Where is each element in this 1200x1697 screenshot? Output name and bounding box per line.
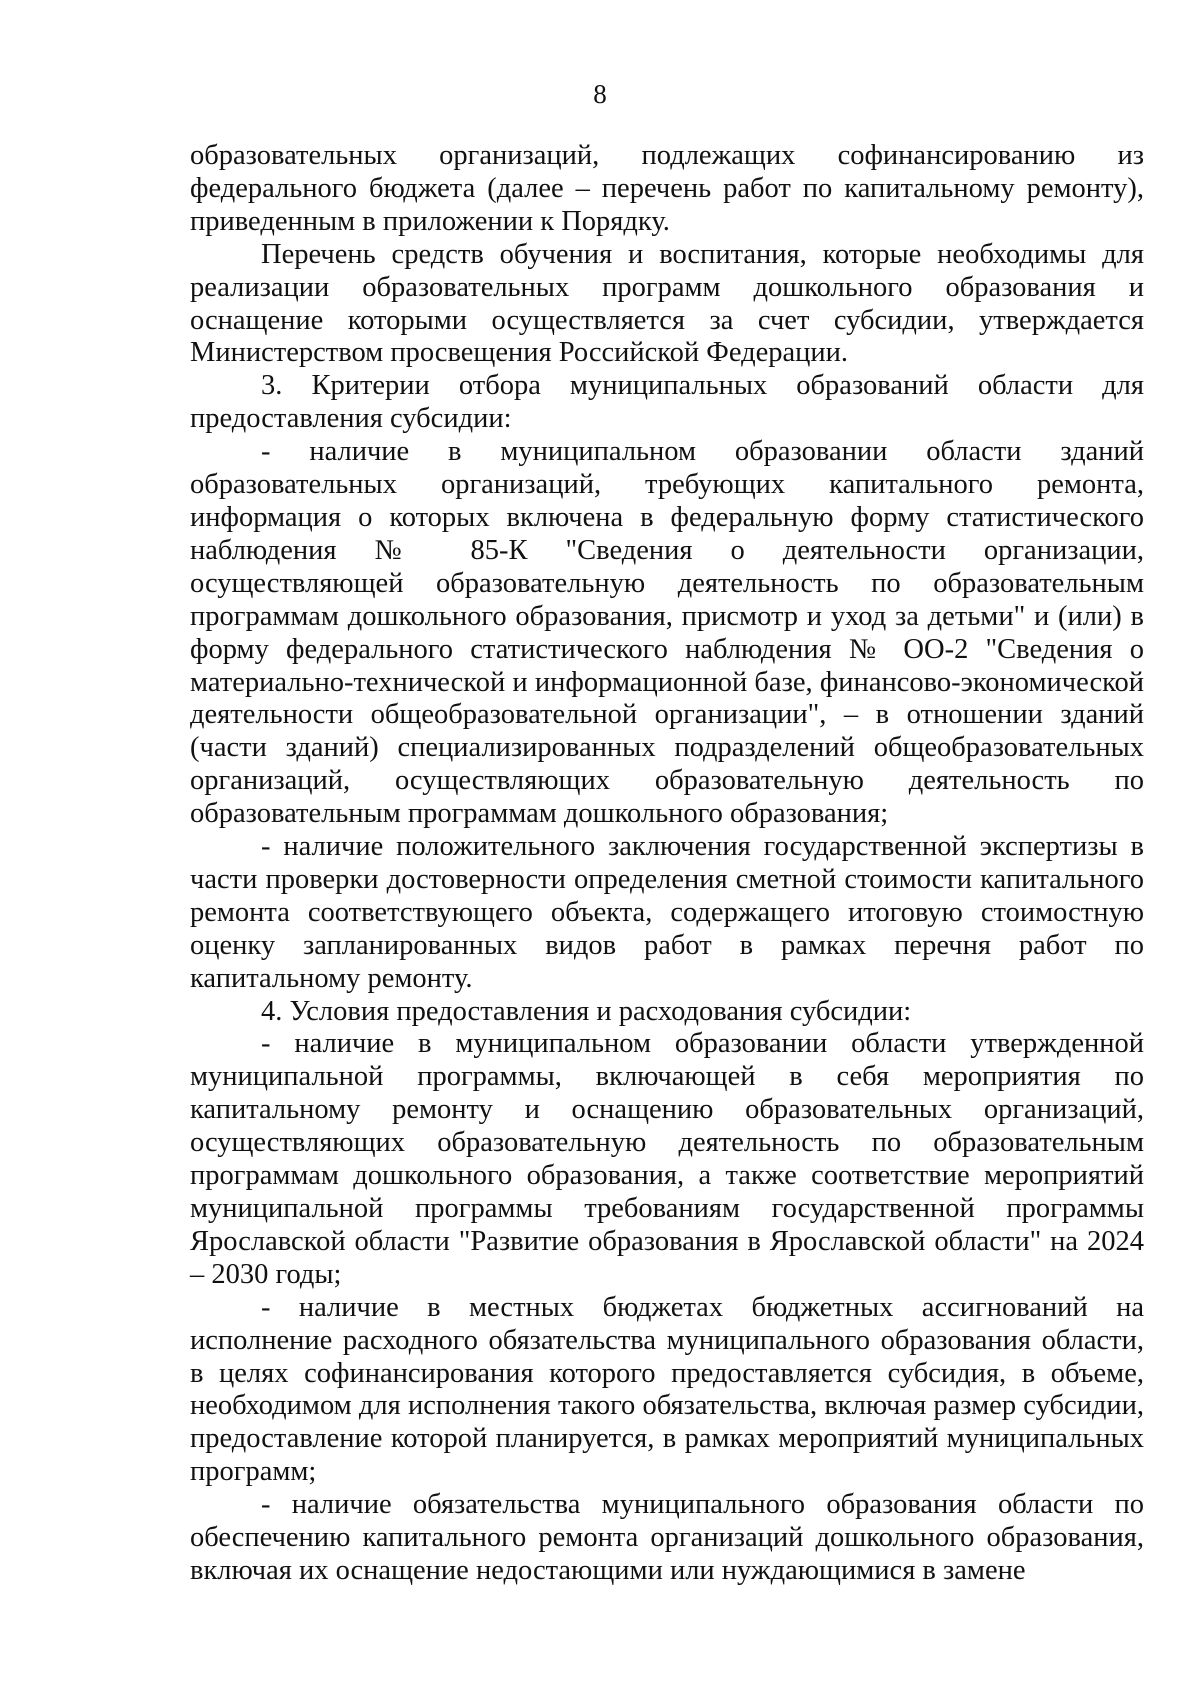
paragraph-continuation: образовательных организаций, подлежащих софинансированию из федерального бюджета (далее – перечень работ по капитальному ремонту), приведенным в приложении к Порядку. bbox=[190, 140, 1144, 237]
list-item-municipal-obligation: - наличие обязательства муниципального образования области по обеспечению капитального ремонта организаций дошкольного образования, включая их оснащение недостающими или нуждающимися в замене bbox=[190, 1489, 1144, 1586]
paragraph-teaching-means: Перечень средств обучения и воспитания, которые необходимы для реализации образовательных программ дошкольного образования и оснащение которыми осуществляется за счет субсидии, утверждается Министерством просвещения Российской Федерации. bbox=[190, 238, 1144, 369]
paragraph-subsidy-conditions-heading: 4. Условия предоставления и расходования субсидии: bbox=[261, 995, 912, 1027]
page-number: 8 bbox=[593, 79, 607, 109]
list-item-municipal-program: - наличие в муниципальном образовании области утвержденной муниципальной программы, включающей в себя мероприятия по капитальному ремонту и оснащению образовательных организаций, осуществляющих образовательную деятельность по образовательным программам дошкольного образования, а также соответствие мероприятий муниципальной программы требованиям государственной программы Ярославской области "Развитие образования в Ярославской области" на 2024 – 2030 годы; bbox=[190, 1028, 1144, 1290]
document-body bbox=[190, 140, 1144, 1588]
paragraph-selection-criteria-heading: 3. Критерии отбора муниципальных образований области для предоставления субсидии: bbox=[190, 370, 1144, 435]
list-item-buildings-requiring-repair: - наличие в муниципальном образовании области зданий образовательных организаций, требующих капитального ремонта, информация о которых включена в федеральную форму статистического наблюдения № 85-К "Сведения о деятельности организации, осуществляющей образовательную деятельность по образовательным программам дошкольного образования, присмотр и уход за детьми" и (или) в форму федерального статистического наблюдения № ОО-2 "Сведения о материально-технической и информационной базе, финансово-экономической деятельности общеобразовательной организации", – в отношении зданий (части зданий) специализированных подразделений общеобразовательных организаций, осуществляющих образовательную деятельность по образовательным программам дошкольного образования; bbox=[190, 436, 1144, 830]
list-item-state-expertise-conclusion: - наличие положительного заключения государственной экспертизы в части проверки достоверности определения сметной стоимости капитального ремонта соответствующего объекта, содержащего итоговую стоимостную оценку запланированных видов работ в рамках перечня работ по капитальному ремонту. bbox=[190, 831, 1144, 994]
list-item-local-budget-allocations: - наличие в местных бюджетах бюджетных ассигнований на исполнение расходного обязательства муниципального образования области, в целях софинансирования которого предоставляется субсидия, в объеме, необходимом для исполнения такого обязательства, включая размер субсидии, предоставление которой планируется, в рамках мероприятий муниципальных программ; bbox=[190, 1291, 1144, 1488]
